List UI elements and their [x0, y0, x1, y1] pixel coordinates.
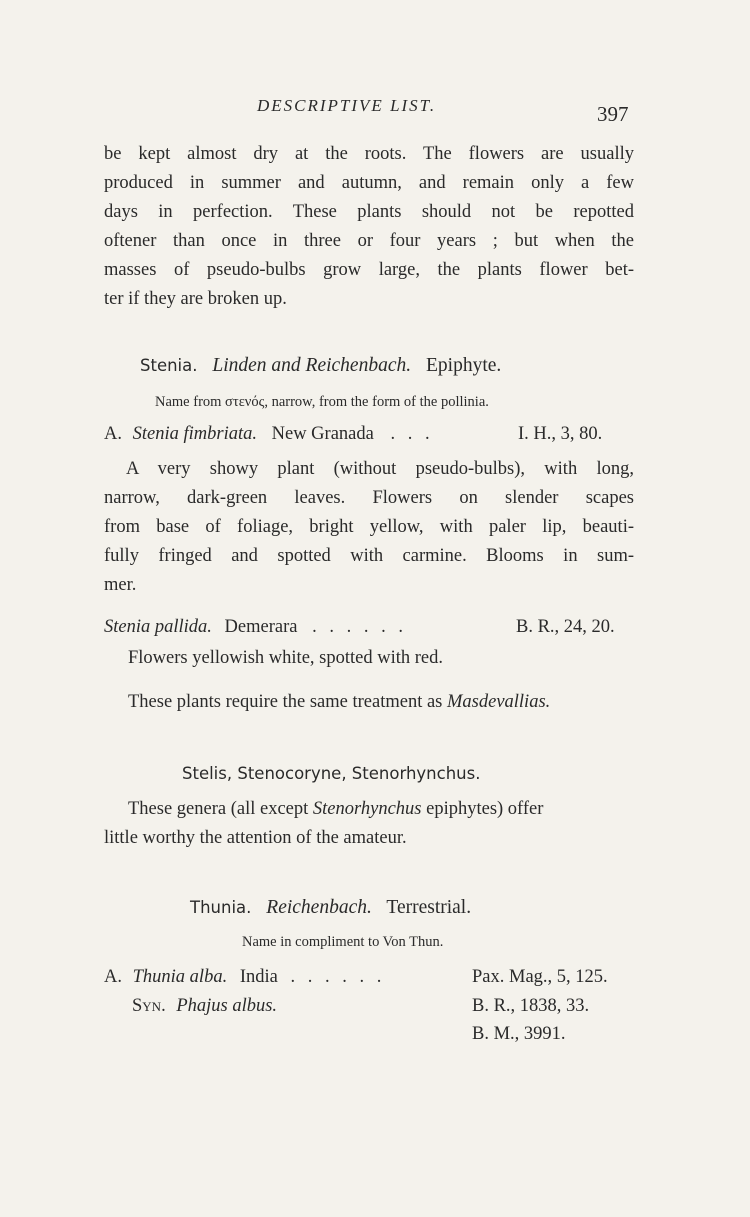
text-line: days in perfection. These plants should not be repotted: [104, 202, 634, 222]
stelis-group-heading: Stelis, Stenocoryne, Stenorhynchus.: [182, 764, 481, 783]
text-line: from base of foliage, bright yellow, with paler lip, beauti-: [104, 517, 634, 537]
thunia-reference-3: B. M., 3991.: [472, 1024, 566, 1044]
synonym-label: Syn.: [132, 996, 166, 1016]
text-line: oftener than once in three or four years ; but when the: [104, 231, 634, 251]
leader-dots: . . .: [390, 424, 434, 444]
stelis-description-line-1: [128, 799, 543, 820]
genus-name: Thunia.: [190, 898, 252, 917]
species-name: Stenia fimbriata.: [132, 424, 257, 444]
running-header: DESCRIPTIVE LIST.: [257, 96, 437, 115]
leader-dots: . . . . . .: [312, 617, 407, 637]
text-line: A very showy plant (without pseudo-bulbs), with long,: [126, 459, 634, 479]
genus-name: Stenia.: [140, 356, 198, 375]
thunia-reference-1: Pax. Mag., 5, 125.: [472, 967, 608, 987]
text-segment: These genera (all except: [128, 799, 313, 819]
text-segment: epiphytes) offer: [421, 799, 544, 819]
stenia-genus-heading: [140, 355, 501, 377]
thunia-etymology: Name in compliment to Von Thun.: [242, 934, 444, 950]
genus-habit: Epiphyte.: [426, 355, 502, 376]
text-line: ter if they are broken up.: [104, 289, 287, 309]
stelis-description-line-2: little worthy the attention of the amateur.: [104, 828, 407, 848]
leader-dots: . . . . . .: [290, 967, 386, 987]
text-line: mer.: [104, 575, 137, 595]
genus-authority: Linden and Reichenbach.: [212, 355, 412, 376]
stenia-treatment-note: [128, 692, 550, 713]
stenia-species-2-description: Flowers yellowish white, spotted with red.: [128, 648, 443, 668]
intro-paragraph: [104, 140, 634, 314]
species-name: Thunia alba.: [132, 967, 228, 987]
stenia-species-1: [104, 424, 434, 445]
stenia-species-2-reference: B. R., 24, 20.: [516, 617, 615, 637]
species-locality: India: [239, 967, 278, 987]
species-prefix: A.: [104, 424, 122, 444]
thunia-reference-2: B. R., 1838, 33.: [472, 996, 590, 1016]
stenia-species-2: [104, 617, 407, 638]
text-line: produced in summer and autumn, and remain only a few: [104, 173, 634, 193]
treatment-genus: Masdevallias.: [447, 692, 551, 712]
species-locality: New Granada: [271, 424, 374, 444]
stenia-species-1-description: [104, 455, 634, 600]
thunia-genus-heading: [190, 897, 471, 919]
genus-authority: Reichenbach.: [266, 897, 372, 918]
treatment-text: These plants require the same treatment as: [128, 692, 447, 712]
species-name: Stenia pallida.: [104, 617, 212, 637]
page-number: 397: [597, 102, 629, 126]
text-line: masses of pseudo-bulbs grow large, the plants flower bet-: [104, 260, 634, 280]
species-locality: Demerara: [224, 617, 298, 637]
genus-italic: Stenorhynchus: [312, 799, 422, 819]
genus-habit: Terrestrial.: [386, 897, 472, 918]
stenia-etymology: Name from στενός, narrow, from the form of the pollinia.: [155, 394, 489, 410]
synonym-name: Phajus albus.: [176, 996, 278, 1016]
thunia-synonym: [132, 996, 277, 1017]
species-prefix: A.: [104, 967, 122, 987]
thunia-species: [104, 967, 385, 988]
text-line: fully fringed and spotted with carmine. Blooms in sum-: [104, 546, 634, 566]
text-line: narrow, dark-green leaves. Flowers on slender scapes: [104, 488, 634, 508]
stenia-species-1-reference: I. H., 3, 80.: [518, 424, 603, 444]
text-line: be kept almost dry at the roots. The flowers are usually: [104, 144, 634, 164]
